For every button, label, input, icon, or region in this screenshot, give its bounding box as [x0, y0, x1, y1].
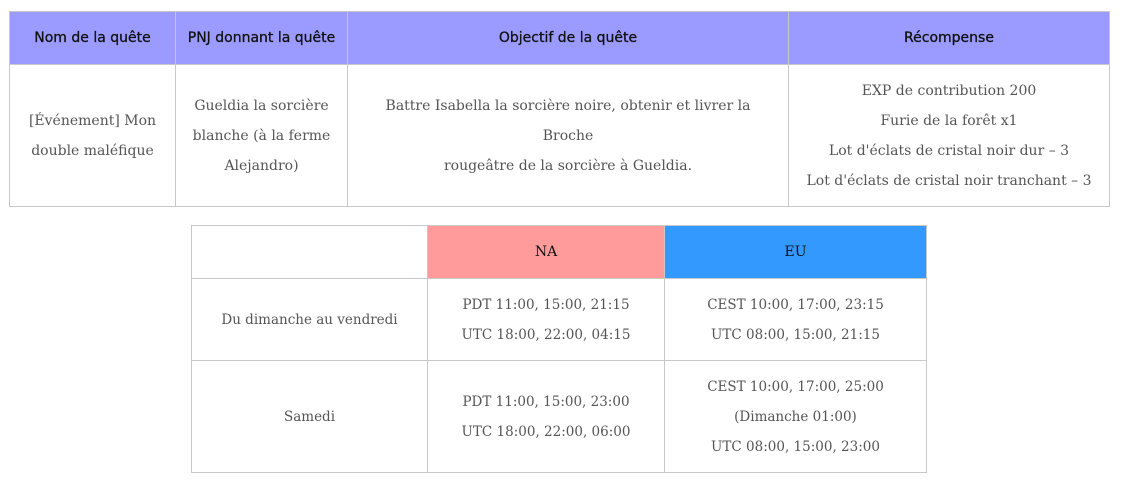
eu-times-cell [665, 361, 927, 473]
eu-times-cell [665, 279, 927, 361]
reward-item: EXP de contribution 200 [861, 82, 1037, 99]
header-na: NA [428, 226, 665, 279]
schedule-row-weekdays [192, 279, 927, 361]
quest-npc-cell [176, 65, 348, 207]
day-label: Du dimanche au vendredi [192, 279, 428, 361]
na-times-cell [428, 361, 665, 473]
quest-npc-line: blanche (à la ferme [192, 127, 331, 144]
eu-time-line: (Dimanche 01:00) [734, 408, 857, 425]
header-blank [192, 226, 428, 279]
na-time-line: PDT 11:00, 15:00, 23:00 [462, 393, 630, 410]
quest-objective-line: rougeâtre de la sorcière à Gueldia. [443, 157, 693, 174]
eu-time-line: CEST 10:00, 17:00, 23:15 [707, 296, 884, 313]
header-quest-name: Nom de la quête [10, 12, 176, 65]
quest-name-line: [Événement] Mon [28, 112, 157, 129]
quest-reward-cell [789, 65, 1110, 207]
na-time-line: UTC 18:00, 22:00, 06:00 [461, 423, 631, 440]
na-times-cell [428, 279, 665, 361]
header-quest-reward: Récompense [789, 12, 1110, 65]
eu-time-line: UTC 08:00, 15:00, 21:15 [711, 326, 880, 343]
quest-npc-line: Gueldia la sorcière [194, 97, 329, 114]
quest-name-line: double maléfique [31, 142, 154, 159]
schedule-table [191, 225, 927, 473]
reward-item: Furie de la forêt x1 [880, 112, 1018, 129]
quest-name-cell [10, 65, 176, 207]
day-label: Samedi [192, 361, 428, 473]
na-time-line: UTC 18:00, 22:00, 04:15 [461, 326, 631, 343]
quest-objective-line: Battre Isabella la sorcière noire, obtenir et livrer la Broche [385, 97, 751, 144]
schedule-row-saturday [192, 361, 927, 473]
schedule-header-row [192, 226, 927, 279]
quest-row [10, 65, 1110, 207]
header-eu: EU [665, 226, 927, 279]
quest-header-row [10, 12, 1110, 65]
reward-item: Lot d'éclats de cristal noir dur – 3 [828, 142, 1070, 159]
quest-npc-line: Alejandro) [224, 157, 299, 174]
reward-item: Lot d'éclats de cristal noir tranchant – 3 [806, 172, 1092, 189]
quest-table [9, 11, 1110, 207]
quest-objective-cell [348, 65, 789, 207]
eu-time-line: CEST 10:00, 17:00, 25:00 [707, 378, 884, 395]
header-quest-objective: Objectif de la quête [348, 12, 789, 65]
eu-time-line: UTC 08:00, 15:00, 23:00 [711, 438, 880, 455]
na-time-line: PDT 11:00, 15:00, 21:15 [462, 296, 630, 313]
header-quest-npc: PNJ donnant la quête [176, 12, 348, 65]
